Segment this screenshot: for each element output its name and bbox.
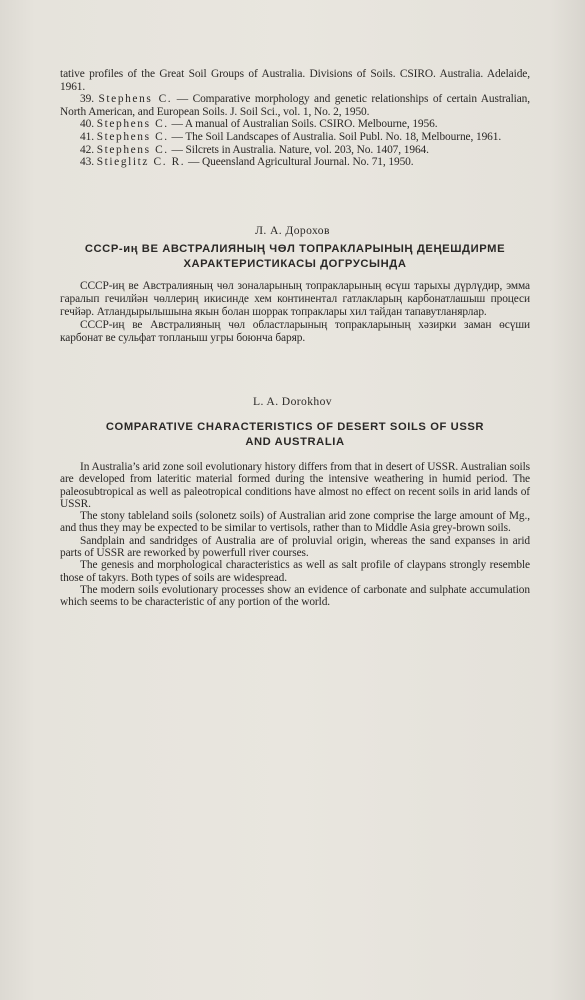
- english-title-line-2: AND AUSTRALIA: [245, 436, 345, 448]
- turkmen-title: [50, 242, 540, 272]
- reference-42: [60, 144, 530, 157]
- reference-text: — Silcrets in Australia. Nature, vol. 203, No. 1407, 1964.: [171, 143, 429, 156]
- turkmen-title-line-2: ХАРАКТЕРИСТИКАСЫ ДОГРУСЫНДА: [183, 258, 407, 270]
- reference-author: Stephens C.: [98, 93, 173, 106]
- turkmen-title-line-1: СССР-иң ВЕ АВСТРАЛИЯНЫҢ ЧӨЛ ТОПРАКЛАРЫНЫҢ ДЕҢЕШДИРМЕ: [84, 243, 506, 255]
- english-title: [50, 420, 540, 450]
- reference-number: 41.: [80, 130, 94, 143]
- reference-number: 43.: [80, 156, 94, 169]
- reference-author: Stephens C.: [96, 130, 169, 143]
- reference-text: — Queensland Agricultural Journal. No. 71, 1950.: [188, 156, 414, 169]
- references-list: [60, 68, 530, 169]
- reference-text: — A manual of Australian Soils. CSIRO. Melbourne, 1956.: [171, 118, 438, 131]
- turkmen-abstract: [60, 280, 530, 345]
- reference-text: — The Soil Landscapes of Australia. Soil Publ. No. 18, Melbourne, 1961.: [171, 130, 502, 143]
- turkmen-author: Л. А. Дорохов: [255, 224, 330, 237]
- english-title-line-1: COMPARATIVE CHARACTERISTICS OF DESERT SOILS OF USSR: [105, 421, 485, 433]
- english-author: L. A. Dorokhov: [252, 395, 333, 408]
- english-abstract: [60, 461, 530, 609]
- english-paragraph-3: Sandplain and sandridges of Australia are of proluvial origin, whereas the sand expanses in arid parts of USSR are reworked by powerfull river courses.: [60, 534, 530, 560]
- reference-author: Stieglitz C. R.: [96, 156, 186, 169]
- reference-40: [60, 118, 530, 131]
- reference-39: [60, 93, 530, 118]
- reference-43: [60, 156, 530, 169]
- reference-number: 40.: [80, 118, 94, 131]
- english-paragraph-1: In Australia’s arid zone soil evolutionary history differs from that in desert of USSR. Australian soils are developed from lateritic material formed during the intensive weathering in humid period. The paleosubtropical as well as paleotropical conditions have almost no effect on recent soils in arid lands of USSR.: [60, 461, 530, 510]
- turkmen-paragraph-2: СССР-иң ве Австралияның чөл областларының топракларының хәзирки заман өсүши карбонат ве сульфат топланыш угры боюнча баряр.: [60, 319, 530, 344]
- reference-author: Stephens C.: [96, 118, 169, 131]
- english-paragraph-5: The modern soils evolutionary processes show an evidence of carbonate and sulphate accumulation which seems to be characteristic of any portion of the world.: [60, 583, 530, 609]
- reference-number: 42.: [80, 143, 94, 156]
- turkmen-paragraph-1: СССР-иң ве Австралияның чөл зоналарының топракларының өсүш тарыхы дүрлүдир, эмма гаралып гечилйән чөллериң икисинде хем континентал гатлакларың карбонатлашыш процеси гечйәр. Атландырылышына якын болан шоррак топраклары хил тайдан тапавутланярлар.: [60, 280, 530, 318]
- english-paragraph-4: The genesis and morphological characteristics as well as salt profile of claypans strongly resemble those of takyrs. Both types of soils are widespread.: [60, 559, 530, 584]
- reference-text: — Comparative morphology and genetic relationships of certain Australian, North American, and European Soils. J. Soil Sci., vol. 1, No. 2, 1950.: [60, 93, 530, 118]
- reference-author: Stephens C.: [96, 143, 169, 156]
- reference-38-continuation: tative profiles of the Great Soil Groups of Australia. Divisions of Soils. CSIRO. Australia. Adelaide, 1961.: [60, 68, 530, 93]
- english-paragraph-2: The stony tableland soils (solonetz soils) of Australian arid zone comprise the large amount of Mg., and thus they may be expected to be similar to vertisols, rather than to Middle Asia grey-brown soils.: [60, 510, 530, 535]
- reference-41: [60, 131, 530, 144]
- reference-number: 39.: [80, 93, 94, 106]
